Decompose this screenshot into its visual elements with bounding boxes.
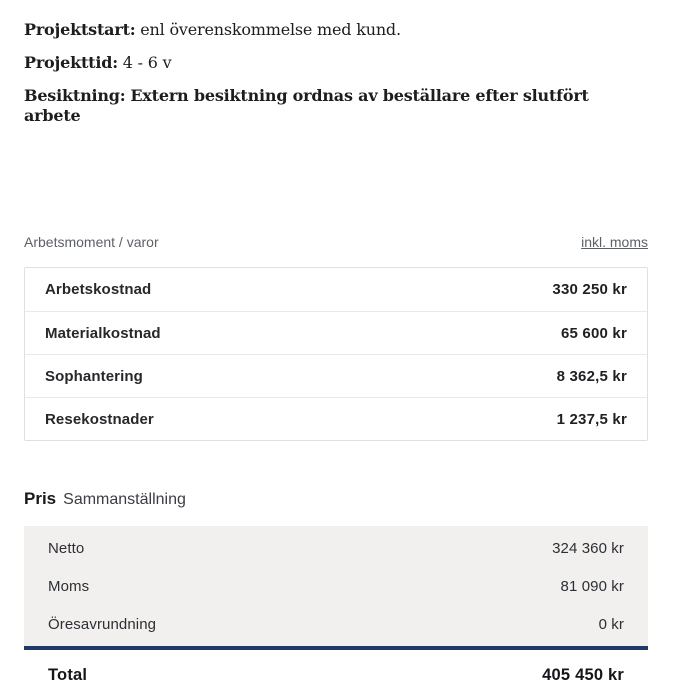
table-row xyxy=(25,311,647,354)
inspection-line xyxy=(24,86,648,126)
summary-label: Öresavrundning xyxy=(48,615,157,633)
price-summary-box xyxy=(24,526,648,650)
table-row xyxy=(25,397,647,440)
item-amount: 65 600 kr xyxy=(560,324,627,342)
project-time-line xyxy=(24,53,648,73)
summary-row-oresavrundning xyxy=(48,605,624,643)
project-info xyxy=(24,20,648,126)
summary-amount: 324 360 kr xyxy=(552,539,624,557)
summary-row-moms xyxy=(48,567,624,605)
items-header-label: Arbetsmoment / varor xyxy=(24,234,159,250)
quote-content xyxy=(24,20,648,685)
summary-row-netto xyxy=(48,529,624,567)
total-row xyxy=(24,650,648,685)
project-start-line xyxy=(24,20,648,40)
table-row xyxy=(25,268,647,311)
project-time-text: 4 - 6 v xyxy=(122,53,172,72)
item-label: Sophantering xyxy=(45,367,143,385)
vat-toggle-link[interactable]: inkl. moms xyxy=(581,234,648,250)
summary-label: Moms xyxy=(48,577,90,595)
summary-amount: 81 090 kr xyxy=(560,577,624,595)
inspection-text: Extern besiktning ordnas av beställare efter slutfört arbete xyxy=(24,86,589,125)
project-start-text: enl överenskommelse med kund. xyxy=(140,20,401,39)
item-label: Resekostnader xyxy=(45,410,154,428)
price-summary-heading xyxy=(24,489,648,511)
project-start-label: Projektstart: xyxy=(24,20,136,39)
item-amount: 8 362,5 kr xyxy=(556,367,627,385)
items-table-header xyxy=(24,234,648,254)
summary-amount: 0 kr xyxy=(598,615,624,633)
item-label: Materialkostnad xyxy=(45,324,161,342)
total-label: Total xyxy=(48,666,88,684)
inspection-label: Besiktning: xyxy=(24,86,126,105)
price-subtitle: Sammanställning xyxy=(63,491,186,508)
items-table xyxy=(24,267,648,441)
project-time-label: Projekttid: xyxy=(24,53,118,72)
item-label: Arbetskostnad xyxy=(45,281,152,298)
item-amount: 1 237,5 kr xyxy=(556,410,627,428)
price-title: Pris xyxy=(24,489,57,508)
item-amount: 330 250 kr xyxy=(552,281,627,298)
table-row xyxy=(25,354,647,397)
summary-label: Netto xyxy=(48,539,85,557)
total-amount: 405 450 kr xyxy=(542,666,624,684)
